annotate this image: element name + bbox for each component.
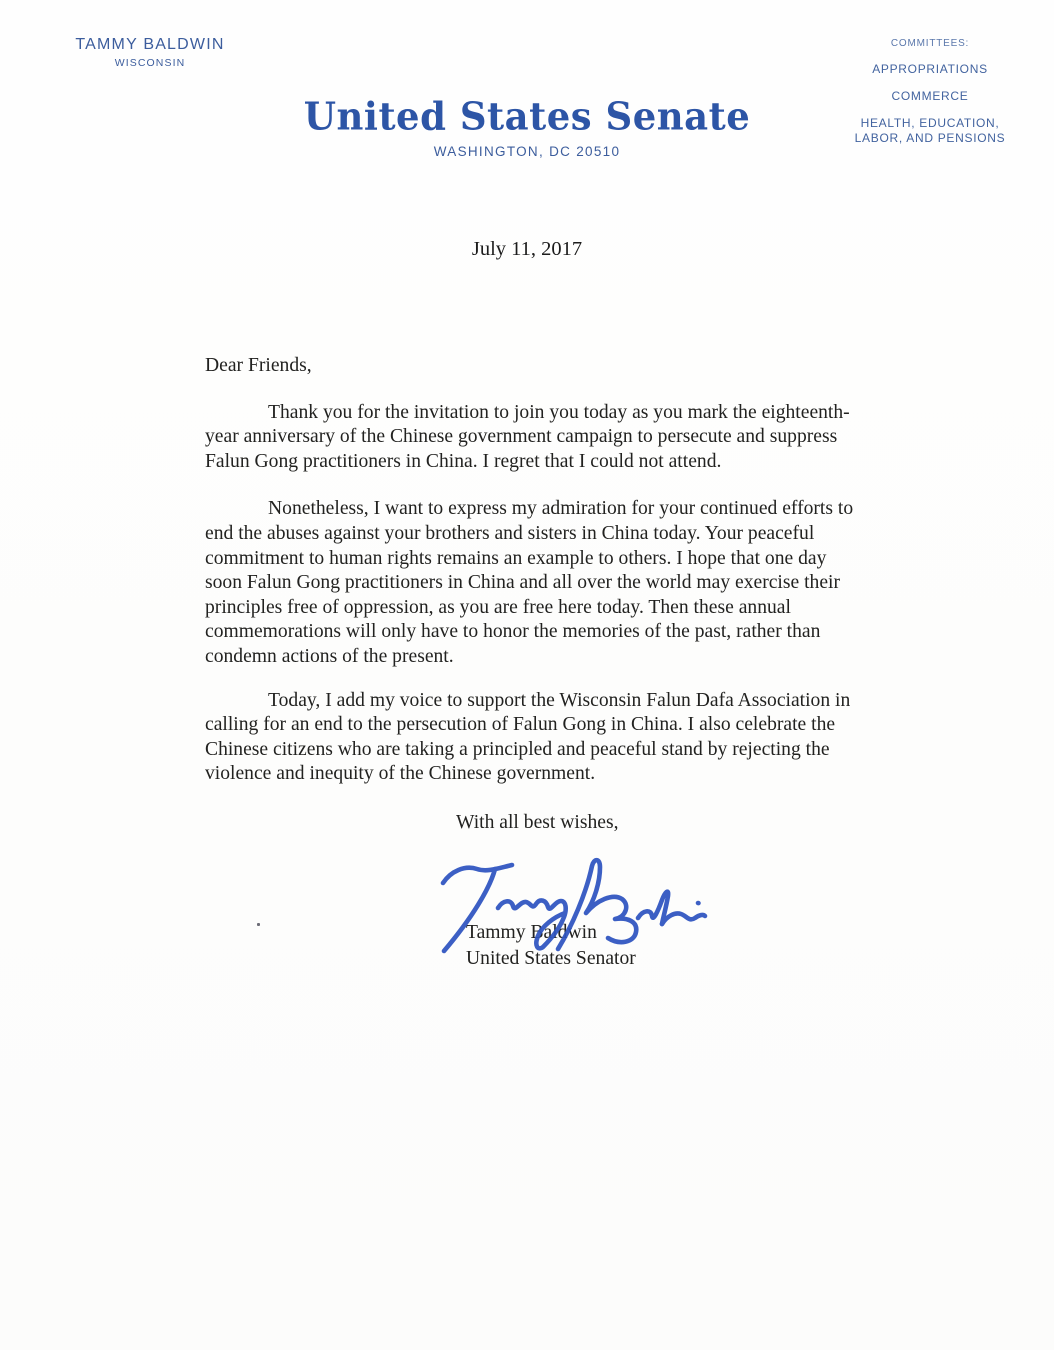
signature-title: United States Senator [466,948,636,969]
committee-item: HEALTH, EDUCATION, LABOR, AND PENSIONS [854,116,1006,145]
salutation: Dear Friends, [205,355,312,376]
letter-body [205,354,863,836]
committee-item: APPROPRIATIONS [872,62,988,76]
sender-name: TAMMY BALDWIN [75,36,225,53]
paragraph: Thank you for the invitation to join you today as you mark the eighteenth-year anniversary of the Chinese government campaign to persecute and suppress Falun Gong practitioners in China. I regret that I could not attend. [205,401,850,472]
scan-speck [257,923,260,926]
letter-date: July 11, 2017 [471,238,583,260]
paragraph: Today, I add my voice to support the Wisconsin Falun Dafa Association in calling for an end to the persecution of Falun Gong in China. I also celebrate the Chinese citizens who are taking a principled and peaceful stand by rejecting the violence and inequity of the Chinese government. [205,689,851,785]
committee-item: COMMERCE [891,89,969,103]
committees-label: COMMITTEES: [890,38,970,49]
letterhead-committees [840,38,1020,158]
handwritten-signature [436,856,708,958]
letterhead-sender [40,36,260,69]
paragraph: Nonetheless, I want to express my admiration for your continued efforts to end the abuses against your brothers and sisters in China today. Your peaceful commitment to human rights remains an example to others. I hope that one day soon Falun Gong practitioners in China and all over the world may exercise their principles free of oppression, as you are free here today. Then these annual commemorations will only have to honor the memories of the past, rather than condemn actions of the present. [205,498,854,667]
org-address: WASHINGTON, DC 20510 [433,144,621,159]
closing-line: With all best wishes, [456,811,619,833]
sender-state: WISCONSIN [114,57,186,69]
signature-name: Tammy Baldwin [466,922,597,943]
org-title: United States Senate [303,93,751,139]
